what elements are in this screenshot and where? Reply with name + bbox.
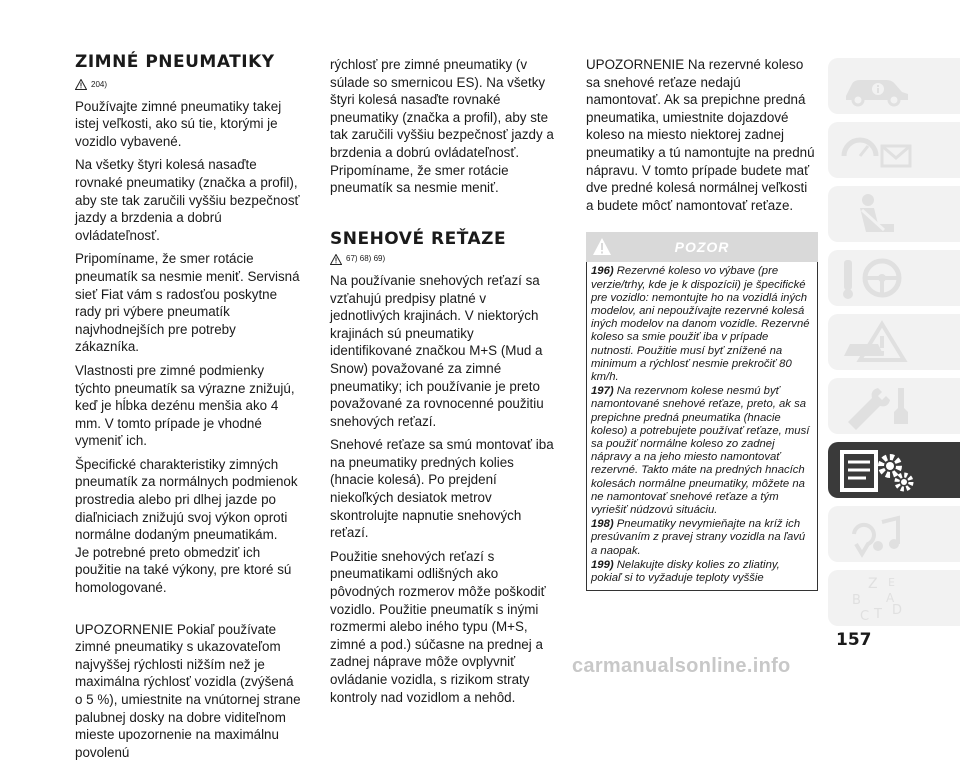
warning-header xyxy=(586,232,818,262)
paragraph: Na všetky štyri kolesá nasaďte rovnaké pneumatiky (značka a profil), aby ste tak zaručili vyššiu bezpečnosť jazdy a brzdenia a dobrú ovládateľnosť. xyxy=(75,157,300,243)
watermark: carmanualsonline.info xyxy=(572,655,791,677)
paragraph-notice: UPOZORNENIE Pokiaľ používate zimné pneumatiky s ukazovateľom najvyššej rýchlosti nižším než je maximálna rýchlosť vozidla (zvýšená o 5 %), umiestnite na vnútornej strane palubnej dosky na dobre viditeľnom mieste upozornenie na maximálnu povolenú xyxy=(75,621,301,760)
paragraph: Pripomíname, že smer rotácie pneumatík sa nesmie meniť. Servisná sieť Fiat vám s radosťou poskytne rady pri výbere pneumatík najvhodnejších pre potreby zákazníka. xyxy=(75,251,300,355)
warning-item xyxy=(591,385,813,517)
sidebar-tab-car-info[interactable] xyxy=(828,58,960,114)
sidebar-tab-driving[interactable] xyxy=(828,250,960,306)
paragraph-notice: UPOZORNENIE Na rezervné koleso sa snehové reťaze nedajú namontovať. Ak sa prepichne predná pneumatika, umiestnite dojazdové koleso na miesto niektorej zadnej pneumatiky a tú namontujte na prednú nápravu. V tomto prípade budete mať dve predné kolesá normálnej veľkosti a budete môcť namontovať reťaze. xyxy=(586,57,815,213)
sidebar-tab-dashboard[interactable] xyxy=(828,122,960,178)
warning-reference xyxy=(330,250,558,268)
seat-safety-icon xyxy=(838,190,918,238)
warning-item-number: 198) xyxy=(591,518,614,531)
warning-triangle-icon xyxy=(330,254,342,265)
warning-item-text: Rezervné koleso vo výbave (pre verzie/trhy, kde je k dispozícii) je špecifické pre vozidlo: nemontujte ho na vozidlá iných modelov, ani nepoužívajte rezervné kolesá iných modelov na danom vozidle. Rezervné koleso sa smie použiť iba v prípade nutnosti. Použitie musí byť znížené na minimum a rýchlosť nesmie prekročiť 80 km/h. xyxy=(591,265,810,383)
index-letter: T xyxy=(874,607,882,622)
column-3 xyxy=(586,56,818,591)
warning-item xyxy=(591,559,813,585)
warning-item-text: Nelakujte disky kolies zo zliatiny, pokiaľ si to vyžaduje teploty vyššie xyxy=(591,558,780,585)
warning-item-number: 196) xyxy=(591,265,614,278)
steering-wheel-icon xyxy=(838,254,918,302)
warning-item xyxy=(591,518,813,558)
paragraph: Použitie snehových reťazí s pneumatikami odlišných ako pôvodných rozmerov môže poškodiť vozidlo. Použitie pneumatík s inými rozmermi alebo iného typu (M+S, zimné a pod.) súčasne na prednej a zadnej náprave môže ovplyvniť ovládanie vozidla, s rizikom straty kontroly nad vozidlom a nehôd. xyxy=(330,548,546,705)
warning-triangle-car-icon xyxy=(838,318,918,366)
warning-item xyxy=(591,265,813,384)
page-number: 157 xyxy=(836,630,872,650)
warning-title: POZOR xyxy=(674,238,730,255)
wrench-tools-icon xyxy=(838,382,918,430)
car-info-icon xyxy=(838,62,918,110)
warning-item-text: Na rezervnom kolese nesmú byť namontované snehové reťaze, preto, ak sa prepichne predná pneumatika (hnacie koleso) a potrebujete používať reťaze, musí sa použiť normálne koleso zo zadnej nápravy a na jeho miesto namontovať rezervné. Takto máte na predných hnacích kolesách normálne pneumatiky, môžete na ne namontovať snehové reťaze a tým vyriešiť núdzovú situáciu. xyxy=(591,385,810,516)
paragraph-continuation: rýchlosť pre zimné pneumatiky (v súlade so smernicou ES). Na všetky štyri kolesá nasaďte rovnaké pneumatiky (značka a profil), aby ste tak zaručili vyššiu bezpečnosť jazdy a brzdenia a dobrú ovládateľnosť. Pripomíname, že smer rotácie pneumatík sa nesmie meniť. xyxy=(330,57,554,196)
column-1 xyxy=(75,74,303,767)
index-letter: B xyxy=(852,593,861,608)
dashboard-mail-icon xyxy=(838,126,918,174)
column-2 xyxy=(330,56,558,712)
paragraph: Je potrebné preto obmedziť ich použitie na také výkony, pre ktoré sú homologované. xyxy=(75,544,292,596)
index-letters-icon xyxy=(838,574,918,622)
warning-item-number: 199) xyxy=(591,558,614,571)
section-title-winter-tyres: ZIMNÉ PNEUMATIKY xyxy=(75,52,275,72)
index-letter: A xyxy=(886,591,895,605)
reference-numbers: 67) 68) 69) xyxy=(346,254,386,264)
index-letter: Z xyxy=(868,576,878,592)
section-title-snow-chains: SNEHOVÉ REŤAZE xyxy=(330,228,507,249)
sidebar-tab-safety[interactable] xyxy=(828,186,960,242)
index-letter: D xyxy=(892,603,903,618)
warning-item-number: 197) xyxy=(591,385,614,398)
index-letter: C xyxy=(860,609,870,622)
sidebar-tab-maintenance[interactable] xyxy=(828,378,960,434)
specs-gears-icon xyxy=(838,446,918,494)
warning-triangle-icon xyxy=(75,79,87,90)
sidebar-tab-specifications[interactable] xyxy=(828,442,960,498)
multimedia-icon xyxy=(838,510,918,558)
sidebar-tab-multimedia[interactable] xyxy=(828,506,960,562)
paragraph: Používajte zimné pneumatiky takej istej veľkosti, ako sú tie, ktorými je vozidlo vybavené. xyxy=(75,98,282,149)
warning-box xyxy=(586,262,818,591)
paragraph: Vlastnosti pre zimné podmienky týchto pneumatík sa výrazne znižujú, keď je hĺbka dezénu menšia ako 4 mm. V tomto prípade je vhodné vymeniť ich. xyxy=(75,362,295,449)
warning-reference xyxy=(75,76,303,94)
paragraph: Špecifické charakteristiky zimných pneumatík za normálnych podmienok prostredia alebo pri dlhej jazde po diaľniciach znižujú svoj výkon oproti normálne dodaným pneumatikám. xyxy=(75,456,298,543)
sidebar-tab-index[interactable] xyxy=(828,570,960,626)
paragraph: Na používanie snehových reťazí sa vzťahujú predpisy platné v jednotlivých krajinách. V niektorých krajinách sú pneumatiky identifikované značkou M+S (Mud a Snow) považované za zimné pneumatiky; ich používanie je preto považované za rovnocenné použitiu snehových reťazí. xyxy=(330,272,544,429)
sidebar-tab-emergency[interactable] xyxy=(828,314,960,370)
paragraph: Snehové reťaze sa smú montovať iba na pneumatiky predných kolies (hnacie kolesá). Po prejdení niekoľkých desiatok metrov skontrolujte napnutie snehových reťazí. xyxy=(330,437,554,541)
warning-item-text: Pneumatiky nevymieňajte na kríž ich presúvaním z pravej strany vozidla na ľavú a naopak. xyxy=(591,518,806,557)
warning-triangle-icon xyxy=(592,237,612,256)
reference-number: 204) xyxy=(91,80,108,89)
index-letter: E xyxy=(888,576,895,589)
